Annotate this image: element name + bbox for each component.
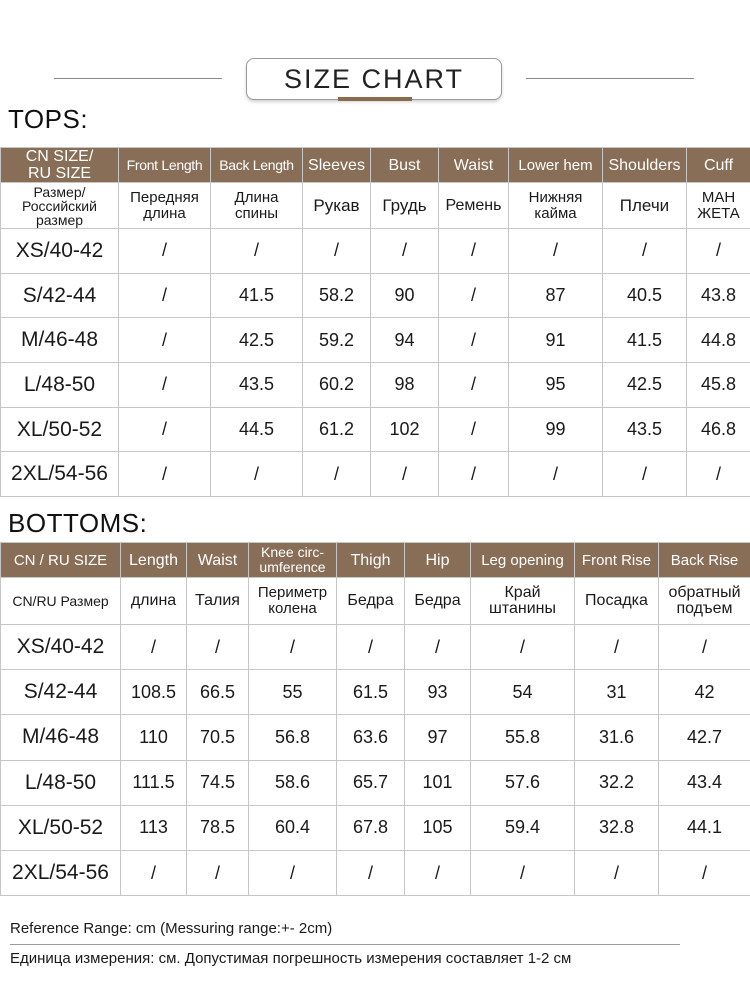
tops-header-cell: Back Length <box>211 148 303 183</box>
reference-range-note: Reference Range: cm (Messuring range:+- 2cm) <box>10 920 333 937</box>
tops-row-xs <box>1 229 750 274</box>
bottoms-size-cell: M/46-48 <box>1 715 121 760</box>
tops-value-cell: 87 <box>509 273 603 318</box>
tops-value-cell: 40.5 <box>603 273 687 318</box>
tops-value-cell: 91 <box>509 318 603 363</box>
bottoms-value-cell: 42.7 <box>659 715 750 760</box>
bottoms-value-cell: 43.4 <box>659 760 750 805</box>
tops-value-cell: 95 <box>509 363 603 408</box>
tops-size-cell: L/48-50 <box>1 363 119 408</box>
bottoms-size-cell: L/48-50 <box>1 760 121 805</box>
tops-row-l <box>1 363 750 408</box>
bottoms-value-cell: 108.5 <box>121 670 187 715</box>
bottoms-value-cell: 56.8 <box>249 715 337 760</box>
tops-header-cell: Lower hem <box>509 148 603 183</box>
bottoms-value-cell: 54 <box>471 670 575 715</box>
tops-value-cell: / <box>119 407 211 452</box>
tops-value-cell: / <box>439 273 509 318</box>
tops-value-cell: 90 <box>371 273 439 318</box>
bottoms-value-cell: 31.6 <box>575 715 659 760</box>
bottoms-value-cell: 97 <box>405 715 471 760</box>
bottoms-value-cell: / <box>471 625 575 670</box>
bottoms-value-cell: / <box>337 850 405 895</box>
tops-value-cell: / <box>119 229 211 274</box>
bottoms-header-cell: Waist <box>187 543 249 578</box>
bottoms-header-row <box>1 543 750 578</box>
tops-value-cell: / <box>119 273 211 318</box>
tops-value-cell: 42.5 <box>211 318 303 363</box>
bottoms-value-cell: 59.4 <box>471 805 575 850</box>
tops-size-cell: M/46-48 <box>1 318 119 363</box>
bottoms-ru-header-cell: Посадка <box>575 578 659 625</box>
bottoms-size-cell: 2XL/54-56 <box>1 850 121 895</box>
bottoms-ru-header-cell: Периметр колена <box>249 578 337 625</box>
bottoms-value-cell: 61.5 <box>337 670 405 715</box>
tops-size-cell: S/42-44 <box>1 273 119 318</box>
tops-value-cell: / <box>439 363 509 408</box>
bottoms-row-xl <box>1 805 750 850</box>
bottoms-value-cell: 31 <box>575 670 659 715</box>
bottoms-value-cell: 110 <box>121 715 187 760</box>
bottoms-row-xs <box>1 625 750 670</box>
bottoms-ru-header-cell: CN/RU Размер <box>1 578 121 625</box>
reference-range-note-ru: Единица измерения: см. Допустимая погрешность измерения составляет 1-2 см <box>10 950 572 967</box>
tops-value-cell: 43.5 <box>211 363 303 408</box>
bottoms-header-cell: Back Rise <box>659 543 750 578</box>
tops-size-cell: XL/50-52 <box>1 407 119 452</box>
tops-header-cell: Sleeves <box>303 148 371 183</box>
bottoms-value-cell: 101 <box>405 760 471 805</box>
bottoms-value-cell: 58.6 <box>249 760 337 805</box>
bottoms-ru-header-cell: Край штанины <box>471 578 575 625</box>
size-chart-title: SIZE CHART <box>246 58 502 100</box>
tops-value-cell: / <box>303 229 371 274</box>
tops-value-cell: 59.2 <box>303 318 371 363</box>
bottoms-header-cell: Leg opening <box>471 543 575 578</box>
bottoms-value-cell: / <box>121 625 187 670</box>
tops-value-cell: / <box>439 407 509 452</box>
bottoms-value-cell: 78.5 <box>187 805 249 850</box>
tops-header-cell: Waist <box>439 148 509 183</box>
tops-ru-header-cell: Длина спины <box>211 183 303 229</box>
bottoms-ru-header-cell: Бедра <box>337 578 405 625</box>
bottoms-ru-header-cell: длина <box>121 578 187 625</box>
tops-value-cell: / <box>371 452 439 497</box>
bottoms-value-cell: 67.8 <box>337 805 405 850</box>
tops-value-cell: 44.5 <box>211 407 303 452</box>
tops-ru-header-cell: Передняя длина <box>119 183 211 229</box>
tops-ru-header-cell: Ремень <box>439 183 509 229</box>
tops-header-row <box>1 148 750 183</box>
tops-value-cell: 44.8 <box>687 318 750 363</box>
tops-row-m <box>1 318 750 363</box>
bottoms-value-cell: 44.1 <box>659 805 750 850</box>
bottoms-value-cell: / <box>187 850 249 895</box>
bottoms-value-cell: 113 <box>121 805 187 850</box>
bottoms-value-cell: 57.6 <box>471 760 575 805</box>
tops-value-cell: 98 <box>371 363 439 408</box>
tops-header-cell: Bust <box>371 148 439 183</box>
title-divider-left <box>54 78 222 79</box>
bottoms-ru-header-row <box>1 578 750 625</box>
bottoms-ru-header-cell: обратный подъем <box>659 578 750 625</box>
bottoms-ru-header-cell: Талия <box>187 578 249 625</box>
tops-ru-header-cell: Размер/ Российский размер <box>1 183 119 229</box>
tops-header-cell: CN SIZE/ RU SIZE <box>1 148 119 183</box>
bottoms-value-cell: / <box>471 850 575 895</box>
tops-header-cell: Front Length <box>119 148 211 183</box>
bottoms-value-cell: 74.5 <box>187 760 249 805</box>
bottoms-value-cell: 111.5 <box>121 760 187 805</box>
bottoms-value-cell: 32.2 <box>575 760 659 805</box>
bottoms-value-cell: 42 <box>659 670 750 715</box>
title-divider-right <box>526 78 694 79</box>
tops-ru-header-row <box>1 183 750 229</box>
tops-size-cell: 2XL/54-56 <box>1 452 119 497</box>
bottoms-value-cell: 93 <box>405 670 471 715</box>
bottoms-value-cell: 55.8 <box>471 715 575 760</box>
tops-row-2xl <box>1 452 750 497</box>
bottoms-header-cell: Hip <box>405 543 471 578</box>
bottoms-size-cell: S/42-44 <box>1 670 121 715</box>
tops-value-cell: 43.5 <box>603 407 687 452</box>
tops-value-cell: / <box>211 229 303 274</box>
title-accent-bar <box>338 97 412 101</box>
bottoms-header-cell: CN / RU SIZE <box>1 543 121 578</box>
tops-value-cell: 41.5 <box>211 273 303 318</box>
tops-value-cell: 61.2 <box>303 407 371 452</box>
bottoms-value-cell: / <box>249 850 337 895</box>
bottoms-value-cell: / <box>659 850 750 895</box>
bottoms-value-cell: 70.5 <box>187 715 249 760</box>
tops-value-cell: / <box>439 452 509 497</box>
bottoms-value-cell: / <box>405 625 471 670</box>
tops-ru-header-cell: Рукав <box>303 183 371 229</box>
tops-value-cell: / <box>211 452 303 497</box>
tops-row-s <box>1 273 750 318</box>
bottoms-size-table <box>0 542 750 896</box>
tops-section-title: TOPS: <box>8 104 89 134</box>
bottoms-value-cell: 63.6 <box>337 715 405 760</box>
tops-value-cell: / <box>303 452 371 497</box>
tops-value-cell: 58.2 <box>303 273 371 318</box>
bottoms-header-cell: Knee circ- umference <box>249 543 337 578</box>
tops-value-cell: 41.5 <box>603 318 687 363</box>
tops-value-cell: / <box>439 229 509 274</box>
bottoms-value-cell: 55 <box>249 670 337 715</box>
bottoms-ru-header-cell: Бедра <box>405 578 471 625</box>
bottoms-value-cell: 66.5 <box>187 670 249 715</box>
tops-ru-header-cell: Грудь <box>371 183 439 229</box>
bottoms-row-m <box>1 715 750 760</box>
tops-value-cell: / <box>509 229 603 274</box>
bottoms-value-cell: / <box>405 850 471 895</box>
tops-value-cell: / <box>439 318 509 363</box>
tops-ru-header-cell: МАН ЖЕТА <box>687 183 750 229</box>
bottoms-value-cell: / <box>121 850 187 895</box>
bottoms-value-cell: / <box>575 850 659 895</box>
tops-size-cell: XS/40-42 <box>1 229 119 274</box>
tops-value-cell: / <box>603 229 687 274</box>
bottoms-row-s <box>1 670 750 715</box>
tops-value-cell: 99 <box>509 407 603 452</box>
bottoms-value-cell: / <box>249 625 337 670</box>
bottoms-value-cell: / <box>659 625 750 670</box>
tops-ru-header-cell: Плечи <box>603 183 687 229</box>
bottoms-header-cell: Length <box>121 543 187 578</box>
tops-value-cell: / <box>119 363 211 408</box>
tops-value-cell: 94 <box>371 318 439 363</box>
note-divider <box>10 944 680 945</box>
bottoms-header-cell: Thigh <box>337 543 405 578</box>
tops-value-cell: / <box>603 452 687 497</box>
tops-row-xl <box>1 407 750 452</box>
bottoms-size-cell: XL/50-52 <box>1 805 121 850</box>
tops-value-cell: / <box>119 452 211 497</box>
tops-value-cell: 102 <box>371 407 439 452</box>
bottoms-section-title: BOTTOMS: <box>8 508 148 538</box>
tops-value-cell: / <box>687 229 750 274</box>
bottoms-value-cell: / <box>575 625 659 670</box>
bottoms-value-cell: / <box>337 625 405 670</box>
tops-header-cell: Shoulders <box>603 148 687 183</box>
tops-value-cell: / <box>687 452 750 497</box>
bottoms-value-cell: / <box>187 625 249 670</box>
tops-value-cell: 43.8 <box>687 273 750 318</box>
tops-ru-header-cell: Нижняя кайма <box>509 183 603 229</box>
bottoms-header-cell: Front Rise <box>575 543 659 578</box>
tops-value-cell: 42.5 <box>603 363 687 408</box>
bottoms-row-2xl <box>1 850 750 895</box>
tops-value-cell: 46.8 <box>687 407 750 452</box>
tops-value-cell: / <box>119 318 211 363</box>
tops-size-table <box>0 147 750 497</box>
bottoms-value-cell: 60.4 <box>249 805 337 850</box>
tops-value-cell: 45.8 <box>687 363 750 408</box>
bottoms-size-cell: XS/40-42 <box>1 625 121 670</box>
bottoms-row-l <box>1 760 750 805</box>
size-chart-title-banner <box>0 56 750 104</box>
tops-value-cell: 60.2 <box>303 363 371 408</box>
bottoms-value-cell: 65.7 <box>337 760 405 805</box>
tops-value-cell: / <box>509 452 603 497</box>
tops-header-cell: Cuff <box>687 148 750 183</box>
bottoms-value-cell: 32.8 <box>575 805 659 850</box>
tops-value-cell: / <box>371 229 439 274</box>
bottoms-value-cell: 105 <box>405 805 471 850</box>
